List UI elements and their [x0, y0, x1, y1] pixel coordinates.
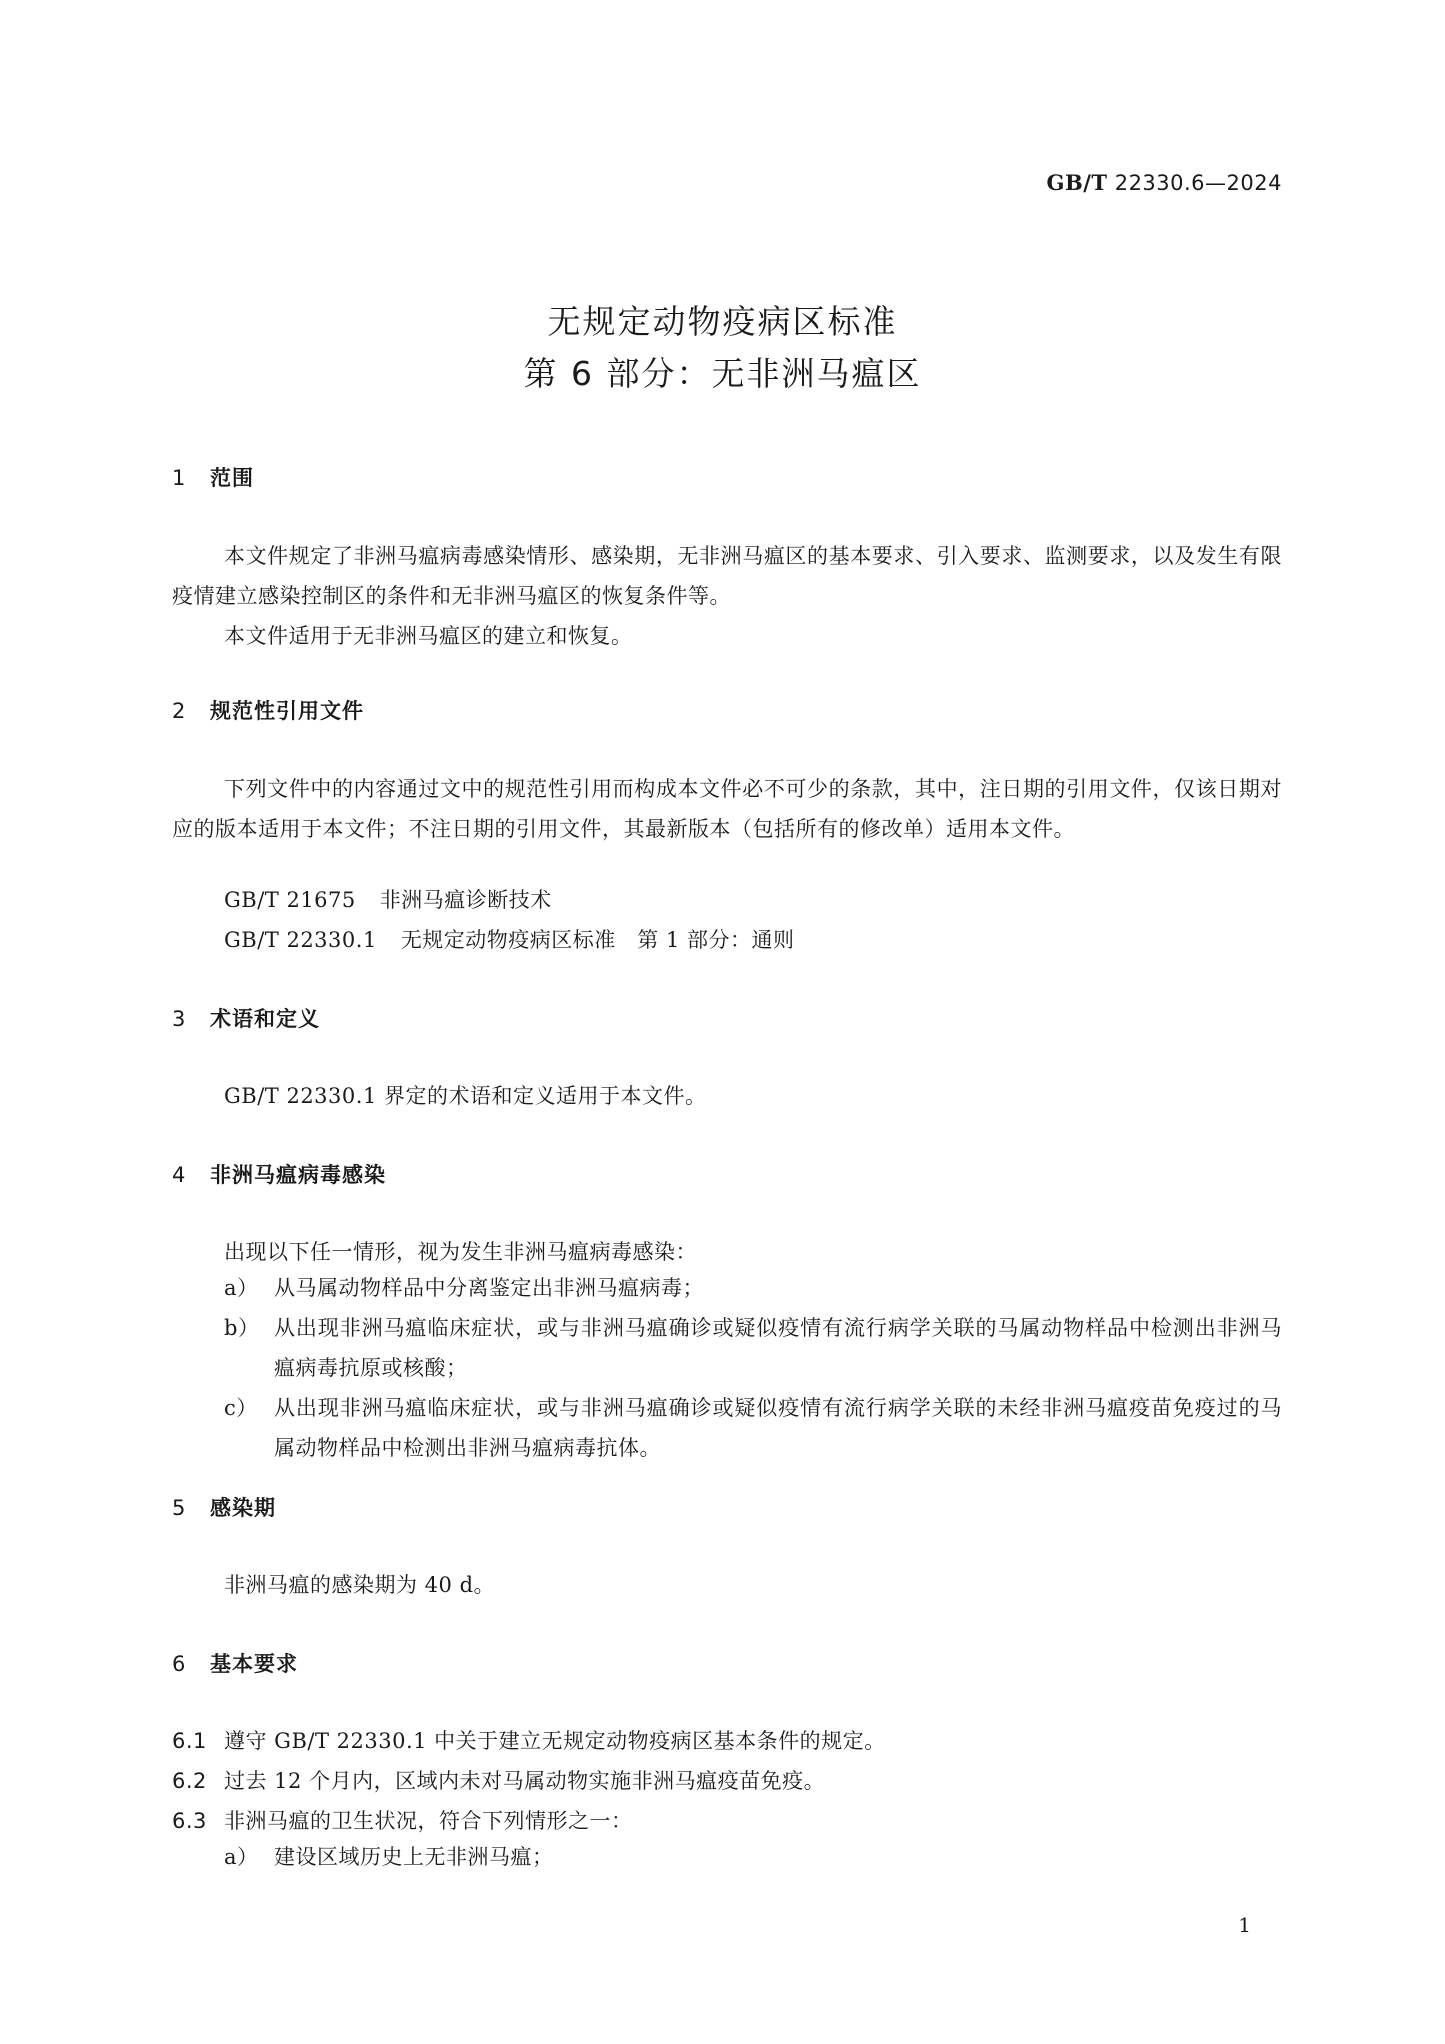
section-title: 基本要求 — [210, 1652, 298, 1676]
scope-paragraph-1: 本文件规定了非洲马瘟病毒感染情形、感染期，无非洲马瘟区的基本要求、引入要求、监测要求，以及发生有限疫情建立感染控制区的条件和无非洲马瘟区的恢复条件等。 — [172, 544, 1282, 608]
section-number: 1 — [172, 466, 187, 490]
reference-entry-2 — [224, 924, 795, 954]
list-item — [224, 1837, 1282, 1877]
reference-code: GB/T 21675 — [224, 888, 356, 912]
clause-text: 遵守 GB/T 22330.1 中关于建立无规定动物疫病区基本条件的规定。 — [224, 1729, 886, 1753]
list-item-text: 从马属动物样品中分离鉴定出非洲马瘟病毒； — [274, 1276, 704, 1300]
section-number: 4 — [172, 1163, 187, 1187]
terms-paragraph: GB/T 22330.1 界定的术语和定义适用于本文件。 — [224, 1084, 707, 1108]
clause-6-3 — [172, 1805, 633, 1835]
infection-intro: 出现以下任一情形，视为发生非洲马瘟病毒感染： — [224, 1240, 697, 1264]
standard-code — [1047, 170, 1282, 195]
reference-title: 非洲马瘟诊断技术 — [379, 888, 552, 912]
section-number: 6 — [172, 1652, 187, 1676]
section-heading-references — [172, 695, 364, 725]
clause-6-1 — [172, 1725, 886, 1755]
scope-paragraph-2: 本文件适用于无非洲马瘟区的建立和恢复。 — [224, 624, 633, 648]
clause-number: 6.3 — [172, 1809, 207, 1833]
list-item — [224, 1308, 1282, 1388]
reference-entry-1 — [224, 884, 552, 914]
references-paragraph: 下列文件中的内容通过文中的规范性引用而构成本文件必不可少的条款，其中，注日期的引用文件，仅该日期对应的版本适用于本文件；不注日期的引用文件，其最新版本（包括所有的修改单）适用本文件。 — [172, 777, 1282, 841]
list-item-label: a） — [224, 1276, 259, 1300]
list-item — [224, 1388, 1282, 1468]
section-heading-terms — [172, 1003, 320, 1033]
section-title: 感染期 — [210, 1496, 276, 1520]
clause-number: 6.2 — [172, 1769, 207, 1793]
section-number: 3 — [172, 1007, 187, 1031]
list-item-text: 从出现非洲马瘟临床症状，或与非洲马瘟确诊或疑似疫情有流行病学关联的马属动物样品中检测出非洲马瘟病毒抗原或核酸； — [274, 1316, 1282, 1380]
document-subtitle: 第 6 部分：无非洲马瘟区 — [523, 354, 922, 393]
section-title: 非洲马瘟病毒感染 — [210, 1163, 386, 1187]
list-item-text: 建设区域历史上无非洲马瘟； — [274, 1845, 554, 1869]
section-title: 范围 — [210, 466, 254, 490]
infection-period-paragraph: 非洲马瘟的感染期为 40 d。 — [224, 1573, 496, 1597]
clause-number: 6.1 — [172, 1729, 207, 1753]
list-item-label: b） — [224, 1316, 260, 1340]
section-title: 规范性引用文件 — [210, 699, 364, 723]
list-item-text: 从出现非洲马瘟临床症状，或与非洲马瘟确诊或疑似疫情有流行病学关联的未经非洲马瘟疫苗免疫过的马属动物样品中检测出非洲马瘟病毒抗体。 — [274, 1396, 1282, 1460]
page-number: 1 — [1238, 1913, 1251, 1937]
clause-6-2 — [172, 1765, 825, 1795]
clause-text: 非洲马瘟的卫生状况，符合下列情形之一： — [224, 1809, 633, 1833]
section-number: 5 — [172, 1496, 187, 1520]
list-item-label: c） — [224, 1396, 258, 1420]
document-title: 无规定动物疫病区标准 — [547, 302, 898, 341]
section-number: 2 — [172, 699, 187, 723]
list-item — [224, 1268, 1282, 1308]
section-heading-basic-requirements — [172, 1648, 298, 1678]
section-heading-scope — [172, 462, 254, 492]
reference-code: GB/T 22330.1 — [224, 928, 377, 952]
section-title: 术语和定义 — [210, 1007, 320, 1031]
standard-code-number: 22330.6—2024 — [1114, 171, 1282, 195]
list-item-label: a） — [224, 1845, 259, 1869]
standard-code-prefix: GB/T — [1046, 170, 1108, 195]
clause-text: 过去 12 个月内，区域内未对马属动物实施非洲马瘟疫苗免疫。 — [224, 1769, 826, 1793]
section-heading-infection-period — [172, 1492, 276, 1522]
section-heading-infection — [172, 1159, 386, 1189]
reference-title: 无规定动物疫病区标准 第 1 部分：通则 — [400, 928, 795, 952]
